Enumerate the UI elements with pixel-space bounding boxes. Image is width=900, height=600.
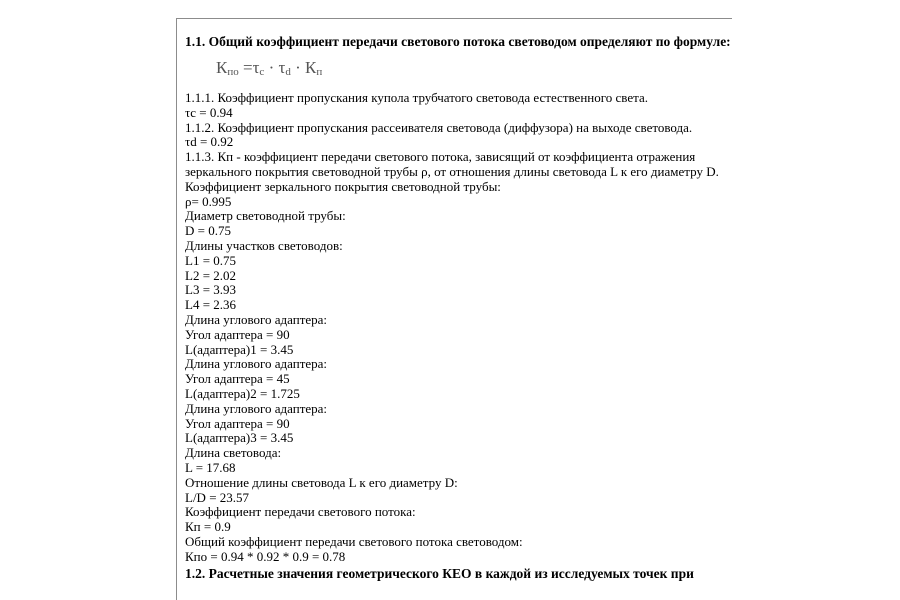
text-line: L = 17.68 [185,459,236,475]
text-line: Коэффициент передачи светового потока: [185,504,416,520]
formula-tau-d: $\tau_d$ [278,58,291,78]
text-line: L4 = 2.36 [185,297,237,313]
section-heading-1-1: 1.1. Общий коэффициент передачи светового потока световодом определяют по формуле: [185,34,731,49]
calculation-lines [185,91,730,565]
text-line: Длина углового адаптера: [185,400,328,416]
text-line: D = 0.75 [185,223,231,239]
text-line: Отношение длины световода L к его диаметру D: [185,474,458,490]
text-line: L(адаптера)2 = 1.725 [185,385,300,401]
section-heading-1-2: 1.2. Расчетные значения геометрического КЕО в каждой из исследуемых точек при [185,565,694,581]
text-line: зеркального покрытия световодной трубы ρ, от отношения длины световода L к его диаметру D. [185,163,719,179]
text-line: 1.1.1. Коэффициент пропускания купола трубчатого световода естественного света. [185,90,648,105]
text-line: Кпо = 0.94 * 0.92 * 0.9 = 0.78 [185,548,346,564]
text-line: Длина световода: [185,445,282,461]
text-line: Угол адаптера = 90 [185,415,290,431]
text-line: Длина углового адаптера: [185,311,328,327]
text-line: ρ= 0.995 [185,193,232,209]
text-line: L(адаптера)1 = 3.45 [185,341,294,357]
text-line: L(адаптера)3 = 3.45 [185,430,294,446]
formula-lhs: $К_{по}$ [216,58,239,78]
document-page [176,18,732,600]
text-line: Длины участков световодов: [185,237,343,253]
text-line: Угол адаптера = 45 [185,371,290,387]
text-line: L/D = 23.57 [185,489,250,505]
text-line: L2 = 2.02 [185,267,237,283]
text-line: Кп = 0.9 [185,519,231,535]
formula-k-p: $К_п$ [305,58,323,78]
text-line: Угол адаптера = 90 [185,326,290,342]
text-line: τс = 0.94 [185,104,233,120]
text-line: 1.1.3. Кп - коэффициент передачи светового потока, зависящий от коэффициента отражения [185,149,696,165]
document-content [185,19,730,581]
text-line: Общий коэффициент передачи светового потока световодом: [185,533,523,549]
text-line: Диаметр световодной трубы: [185,208,346,224]
text-line: L1 = 0.75 [185,252,237,268]
text-line: Коэффициент зеркального покрытия световодной трубы: [185,178,501,194]
text-line: Длина углового адаптера: [185,356,328,372]
text-line: 1.1.2. Коэффициент пропускания рассеивателя световода (диффузора) на выходе световода. [185,119,693,135]
formula-tau-c: $\tau_с$ [252,58,265,78]
text-line: τd = 0.92 [185,134,234,150]
formula-k-po: $К_{по} =\tau_с \cdot \tau_d \cdot К_п$ [216,58,323,78]
text-line: L3 = 3.93 [185,282,237,298]
